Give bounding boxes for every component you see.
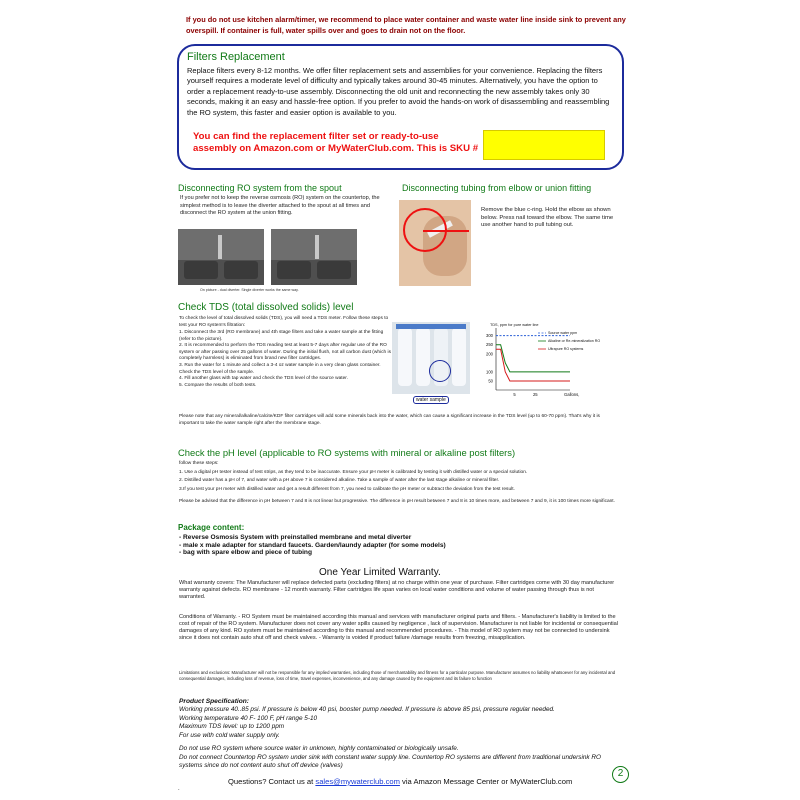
spec-line: Working pressure 40..85 psi. If pressure is below 40 psi, booster pump needed. If pressure is above 85 psi, pressure regular needed. — [179, 706, 555, 713]
warranty-covers: What warranty covers: The Manufacturer will replace defected parts (excluding filters) at no charge within one year of purchase. Filter cartridges come with 30 day manufacturer warranty against defects. RO membrane - 12 month warranty. Filter cartridges life span varies on local water conditions and volume of water passing through thus is not warranted. — [179, 580, 615, 601]
tds-step: 4. Fill another glass with tap water and check the TDS level of the source water. — [179, 376, 348, 382]
ph-line: 2. Distilled water has a pH of 7, and water with a pH above 7 is considered alkaline. Take a sample of water after the last stage alkaline or mineral filter. — [179, 478, 500, 484]
ro-system-photo — [392, 322, 470, 394]
ph-section-title: Check the pH level (applicable to RO systems with mineral or alkaline post filters) — [178, 447, 516, 458]
spec-line: Maximum TDS level: up to 1200 ppm — [179, 723, 285, 730]
warranty-title: One Year Limited Warranty. — [319, 567, 441, 578]
tds-note: Please note that any mineral/alkaline/calcite/KDF filter cartridges will add some minerals back into the water, which can cause a significant increase in the TDS level (up to 60-70 ppm). That's why it is important to take the water sample right after the membrane stage. — [179, 414, 600, 426]
chart-y-tick: 50 — [488, 378, 493, 384]
footer-question: Questions? Contact us at — [228, 777, 314, 786]
chart-y-tick: 300 — [486, 333, 493, 339]
ph-line: 3.If you test your pH meter with distilled water and get a result different from 7, you need to calibrate the pH meter or subtract the deviation from the test result. — [179, 486, 515, 492]
ph-note: Please be advised that the difference in pH between 7 and 8 is not linear but progressive. The difference in pH result between 7 and 8 is 10 times more, and between 7 and 9, it is 100 times more significant. — [179, 499, 615, 504]
spec-title: Product Specification: — [179, 698, 249, 705]
chart-x-tick: 5 — [513, 392, 516, 397]
replacement-sku-notice: You can find the replacement filter set or ready-to-use assembly on Amazon.com or MyWaterClub.com. This is SKU # — [193, 131, 479, 154]
sku-highlight-box — [483, 130, 605, 160]
tubing-section-title: Disconnecting tubing from elbow or union fitting — [402, 183, 592, 193]
package-item: - male x male adapter for standard faucets. Garden/laundy adapter (for some models) — [179, 541, 446, 549]
package-items — [179, 534, 619, 557]
chart-y-tick: 200 — [486, 351, 493, 357]
ph-line: follow these steps: — [179, 461, 219, 466]
chart-series-line — [496, 349, 570, 381]
warranty-limitations: Limitations and exclusions: Manufacturer will not be responsible for any implied warranties, including those of merchantability and fitness for a particular purpose. Manufacturer assumes no liability whatsoever for any incidental and consequential damages, including loss of revenue, loss of time, travel expenses, inconvenience, and any damage caused by the equipment and its failure to function — [179, 670, 616, 681]
chart-y-tick: 250 — [486, 342, 493, 348]
tds-step: 1. Disconnect the 3rd (RO membrane) and 4th stage filters and take a water sample at the fitting (refer to the picture). — [179, 330, 384, 342]
tds-step: 3. Run the water for 1 minute and collect a 3-4 oz water sample in a very clean glass container. Check the TDS level of the sample. — [179, 362, 381, 375]
package-title: Package content: — [178, 523, 245, 532]
diverter-caption: On picture - dual diverter. Single diverter works the same way. — [200, 288, 299, 292]
tds-intro: To check the level of total dissolved solids (TDS), you will need a TDS meter. Follow these steps to test your RO system's filtration: — [179, 316, 389, 328]
sink-photo-left — [178, 229, 264, 285]
package-item: - Reverse Osmosis System with preinstalled membrane and metal diverter — [179, 534, 412, 541]
filters-title: Filters Replacement — [187, 51, 285, 63]
chart-x-label: Gallons, — [564, 392, 580, 397]
elbow-photo — [399, 200, 471, 286]
spec-line: Working temperature 40 F- 100 F, pH range 5-10 — [179, 714, 318, 722]
chart-y-tick: 100 — [486, 369, 493, 375]
tds-chart — [478, 318, 628, 408]
tds-section-title: Check TDS (total dissolved solids) level — [178, 302, 354, 313]
footer-dot: . — [178, 786, 180, 792]
tds-steps — [179, 330, 391, 389]
chart-x-tick: 25 — [532, 392, 538, 397]
chart-title: TDS, ppm for pure water line — [490, 323, 539, 327]
filters-text: Replace filters every 8-12 months. We offer filter replacement sets and assemblies for your convenience. Replacing the filters yourself requires a moderate level of difficulty and typically takes around 30-45 minutes. Alternatively, you have the option to order a replacement ready-to-use assembly. Disconnecting the old unit and reconnecting the new assembly takes only 30 seconds, making it an easy and hassle-free option. If you prefer to avoid the hands-on work of disassembling and reassembling the RO system, this faster and easier option is available to you. — [187, 66, 610, 117]
spec-warning: Do not connect Countertop RO system under sink with constant water supply line. Countertop RO systems are different from traditional undersink RO systems since do not content auto shut off device (valves) — [179, 753, 601, 769]
chart-legend-label: Ultrapure RO systems — [548, 347, 584, 352]
support-email-link[interactable]: sales@mywaterclub.com — [315, 777, 400, 786]
chart-legend-label: Source water ppm — [548, 331, 578, 336]
water-sample-label: water sample — [413, 396, 449, 404]
tds-step: 5. Compare the results of both tests. — [179, 382, 257, 388]
sink-photo-right — [271, 229, 357, 285]
spec-warnings — [179, 745, 619, 771]
spout-section-text: If you prefer not to keep the reverse osmosis (RO) system on the countertop, the simplest method is to leave the diverter attached to the spout at all times and disconnect the RO system at the union fitting. — [180, 195, 380, 217]
footer-contact — [228, 777, 572, 786]
page-number: 2 — [612, 766, 629, 783]
ph-steps — [179, 460, 619, 494]
footer-rest: via Amazon Message Center or MyWaterClub.com — [402, 777, 573, 786]
warranty-conditions: Conditions of Warranty. - RO System must be maintained according this manual and services with manufacturer original parts and filters. - Manufacturer's liability is limited to the cost of repair of the RO system. Manufacturer does not cover any water spills caused by negligence , lack of supervision. Manufacturer is not liable for incidental or consequential damages of any kind. RO system must be maintained according to this manual and recommended procedures. - This model of RO system may not be connected to undersink since it does not contain auto shut off and check valves. - Warranty is voided if product failure /damage results from freezing, misapplication. — [179, 614, 619, 642]
package-item: - bag with spare elbow and piece of tubing — [179, 549, 312, 557]
spec-warning: Do not use RO system where source water in unknown, highly contaminated or biologically unsafe. — [179, 745, 459, 752]
ph-line: 1. Use a digital pH tester instead of test strips, as they tend to be inaccurate. Ensure your pH meter is calibrated by testing it with distilled water or a special solution. — [179, 469, 528, 475]
spec-line: For use with cold water supply only. — [179, 731, 280, 739]
tds-step: 2. It is recommended to perform the TDS reading test at least 5-7 days after regular use of the RO system or after passing over 25 gallons of water. During the initial flush, not all carbon dust (which is completely harmless) is eliminated from brand new filter cartridges. — [179, 343, 391, 362]
overspill-warning: If you do not use kitchen alarm/timer, we recommend to place water container and waste water line inside sink to prevent any overspill. If container is full, water spills over and goes to drain not on the floor. — [186, 15, 626, 35]
tubing-section-text: Remove the blue c-ring. Hold the elbow as shown below. Press nail toward the elbow. The same time use another hand to pull tubing out. — [481, 207, 614, 229]
spec-lines — [179, 706, 619, 740]
spout-section-title: Disconnecting RO system from the spout — [178, 183, 342, 193]
chart-legend-label: Alkaline or Re-mineralization RO — [548, 339, 601, 344]
